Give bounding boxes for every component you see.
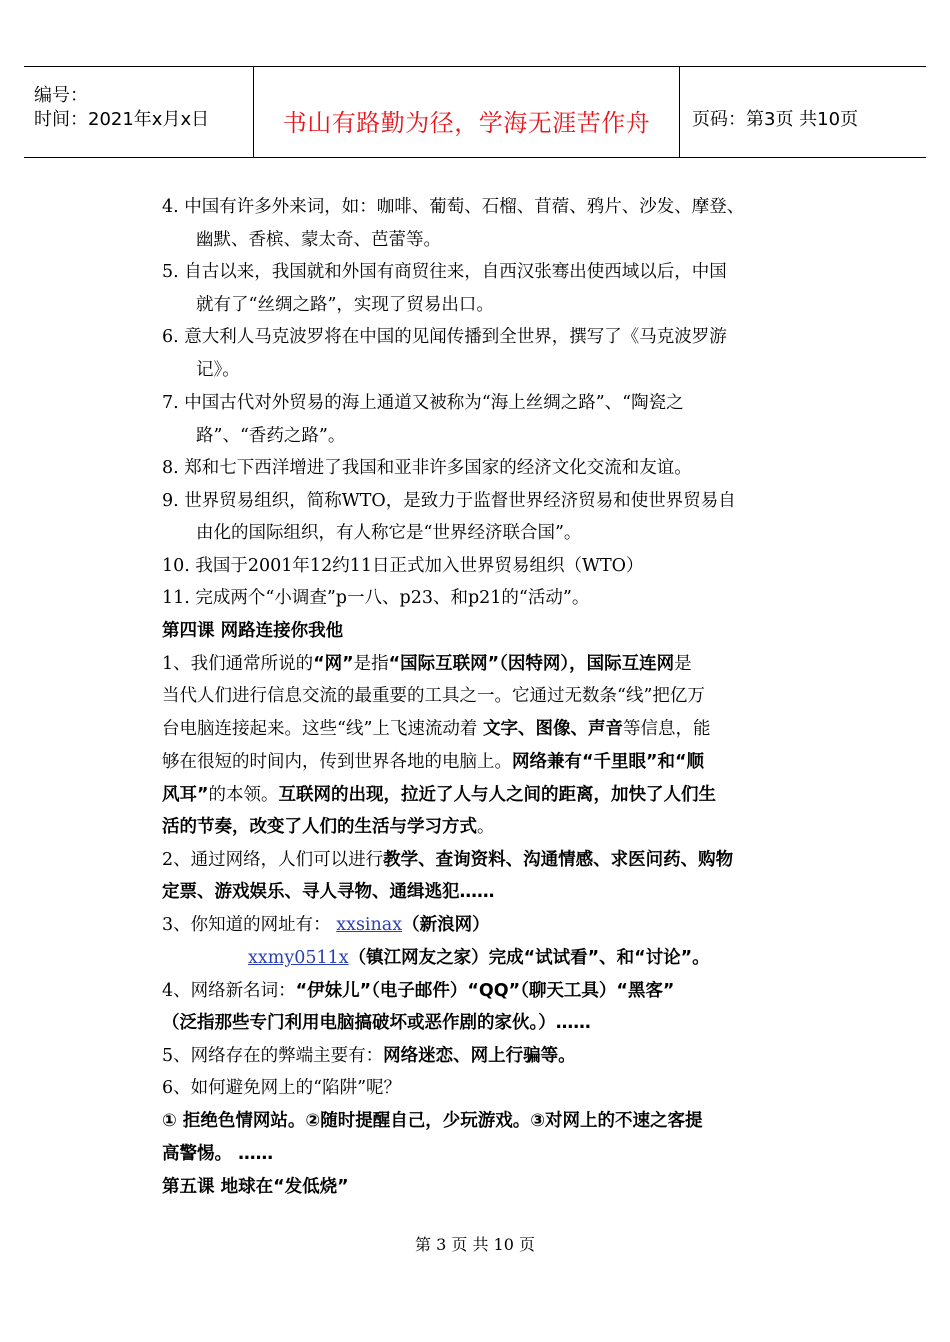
header-motto-cell <box>254 67 680 157</box>
paragraph-line: （泛指那些专门利用电脑搞破坏或恶作剧的家伙。）…… <box>162 1013 591 1033</box>
paragraph-line <box>162 718 710 740</box>
text-span: 。 <box>477 817 495 837</box>
bold-span: 网络兼有“千里眼”和“顺 <box>512 752 705 772</box>
website-link-zhenjiang[interactable]: xxmy0511x <box>248 948 349 968</box>
paragraph-line <box>162 849 733 871</box>
bold-span: 互联网的出现，拉近了人与人之间的距离，加快了人们生 <box>278 785 717 805</box>
paragraph-line: ① 拒绝色情网站。②随时提醒自己，少玩游戏。③对网上的不速之客提 <box>162 1111 703 1131</box>
list-item: 4. 中国有许多外来词，如：咖啡、葡萄、石榴、苜蓿、鸦片、沙发、摩登、 <box>162 197 745 217</box>
paragraph-line <box>248 947 710 969</box>
paragraph-line <box>162 751 704 773</box>
list-item-continued: 路”、“香药之路”。 <box>196 426 346 446</box>
text-span: 是 <box>674 654 692 674</box>
text-span: 是指 <box>353 654 389 674</box>
header-motto: 书山有路勤为径，学海无涯苦作舟 <box>282 109 651 137</box>
text-span: 4、网络新名词： <box>162 981 296 1001</box>
text-span: 够在很短的时间内，传到世界各地的电脑上。 <box>162 752 512 772</box>
paragraph-line <box>162 784 716 806</box>
website-link-sina[interactable]: xxsinax <box>336 915 403 935</box>
paragraph-line: 当代人们进行信息交流的最重要的工具之一。它通过无数条“线”把亿万 <box>162 686 705 706</box>
page-number-label: 页码：第3页 共10页 <box>692 109 859 130</box>
header-info-cell <box>24 67 254 157</box>
list-item: 7. 中国古代对外贸易的海上通道又被称为“海上丝绸之路”、“陶瓷之 <box>162 393 684 413</box>
header-page-cell <box>680 67 926 157</box>
paragraph-line: 6、如何避免网上的“陷阱”呢？ <box>162 1078 402 1098</box>
text-span: 1、我们通常所说的 <box>162 654 314 674</box>
list-item-continued: 记》。 <box>196 360 240 380</box>
bold-span: （镇江网友之家）完成“试试看”、和“讨论”。 <box>348 948 710 968</box>
text-span: 3、你知道的网址有： <box>162 915 337 935</box>
list-item: 11. 完成两个“小调查”p一八、p23、和p21的“活动”。 <box>162 588 590 608</box>
lesson5-title: 第五课 地球在“发低烧” <box>162 1177 349 1197</box>
list-item: 9. 世界贸易组织，简称WTO，是致力于监督世界经济贸易和使世界贸易自 <box>162 491 736 511</box>
list-item-continued: 就有了“丝绸之路”，实现了贸易出口。 <box>196 295 494 315</box>
paragraph-line: 高警惕。 …… <box>162 1144 274 1164</box>
paragraph-line <box>162 653 692 675</box>
bold-span: “国际互联网”（因特网），国际互连网 <box>388 654 675 674</box>
paragraph-line <box>162 980 674 1002</box>
list-item: 5. 自古以来，我国就和外国有商贸往来，自西汉张骞出使西域以后，中国 <box>162 262 727 282</box>
list-item-continued: 幽默、香槟、蒙太奇、芭蕾等。 <box>196 230 441 250</box>
paragraph-line <box>162 816 495 838</box>
serial-label: 编号： <box>34 85 88 106</box>
bold-span: 教学、查询资料、沟通情感、求医问药、购物 <box>383 850 734 870</box>
bold-span: 文字、图像、声音 <box>482 719 623 739</box>
text-span: 台电脑连接起来。这些“线”上飞速流动着 <box>162 719 483 739</box>
paragraph-line <box>162 1045 576 1067</box>
page-header <box>24 66 926 158</box>
bold-span: （新浪网） <box>402 915 490 935</box>
text-span: 5、网络存在的弊端主要有： <box>162 1046 384 1066</box>
list-item-continued: 由化的国际组织，有人称它是“世界经济联合国”。 <box>196 523 582 543</box>
time-label: 时间：2021年x月x日 <box>34 109 210 130</box>
bold-span: 活的节奏，改变了人们的生活与学习方式 <box>162 817 477 837</box>
list-item: 8. 郑和七下西洋增进了我国和亚非许多国家的经济文化交流和友谊。 <box>162 458 692 478</box>
text-span: 2、通过网络，人们可以进行 <box>162 850 384 870</box>
bold-span: 风耳” <box>162 785 209 805</box>
paragraph-line: 定票、游戏娱乐、寻人寻物、通缉逃犯…… <box>162 882 495 902</box>
bold-span: “伊妹儿”（电子邮件）“QQ”（聊天工具）“黑客” <box>295 981 675 1001</box>
text-span: 的本领。 <box>208 785 279 805</box>
paragraph-line <box>162 914 490 936</box>
list-item: 10. 我国于2001年12约11日正式加入世界贸易组织（WTO） <box>162 556 644 576</box>
lesson4-title: 第四课 网路连接你我他 <box>162 621 344 641</box>
bold-span: 网络迷恋、网上行骗等。 <box>383 1046 576 1066</box>
list-item: 6. 意大利人马克波罗将在中国的见闻传播到全世界，撰写了《马克波罗游 <box>162 327 727 347</box>
text-span: 等信息，能 <box>622 719 711 739</box>
bold-span: “网” <box>313 654 354 674</box>
page-footer: 第 3 页 共 10 页 <box>415 1235 535 1254</box>
